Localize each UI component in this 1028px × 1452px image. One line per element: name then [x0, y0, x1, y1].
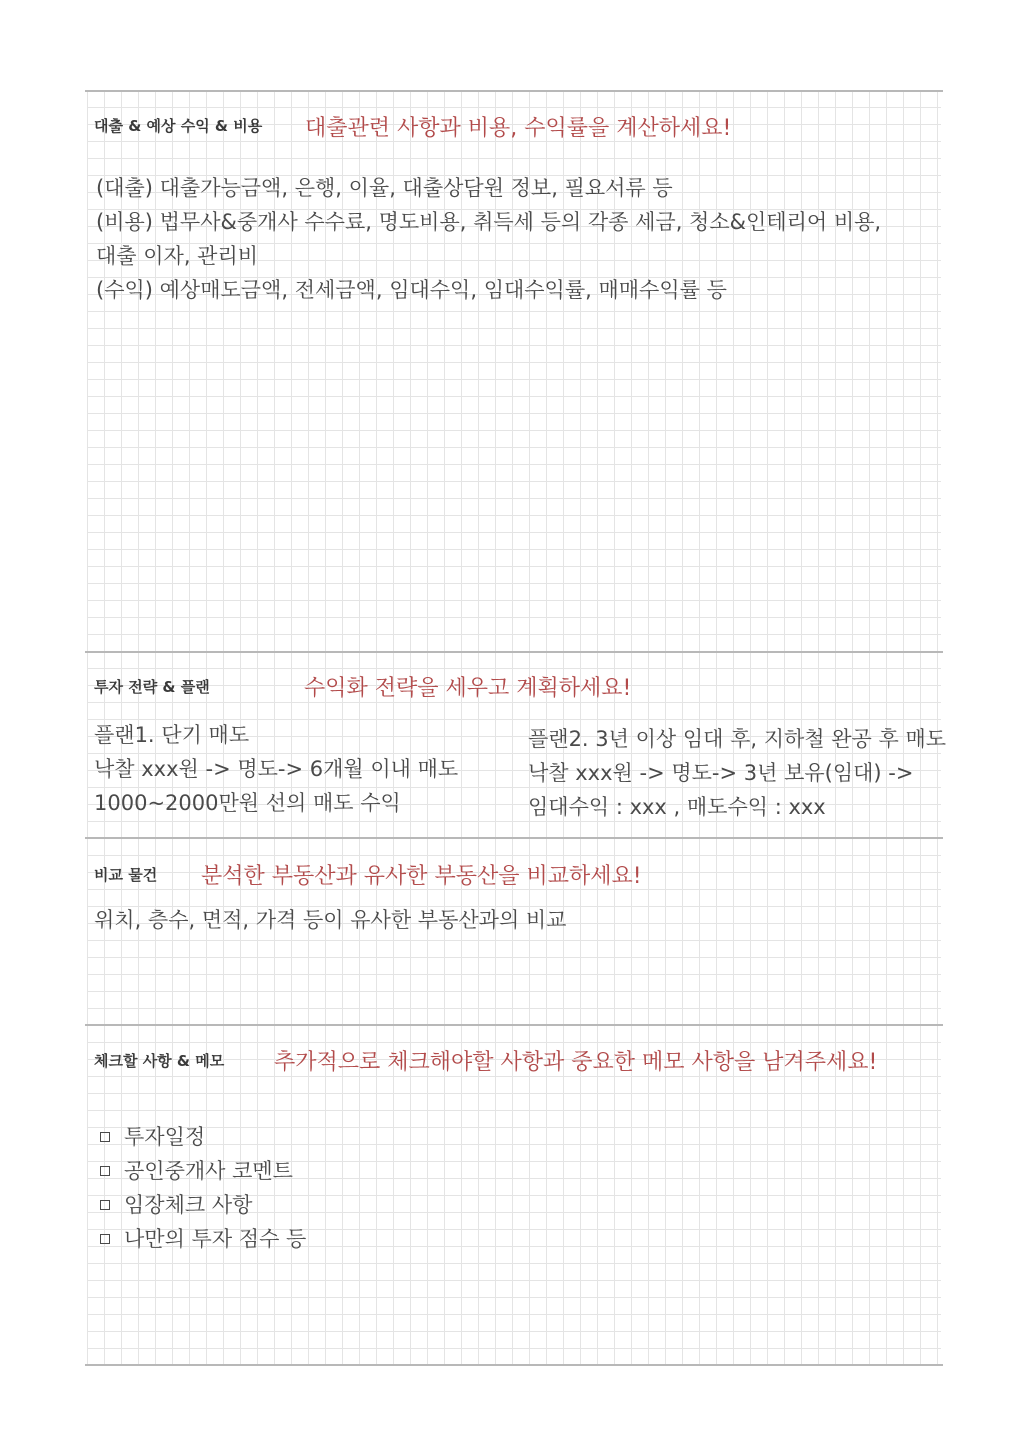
- plan2-profit: 임대수익 : xxx , 매도수익 : xxx: [528, 795, 826, 819]
- cost-line-continued: 대출 이자, 관리비: [96, 244, 259, 268]
- loan-section-body: [96, 171, 881, 307]
- checklist-item: [96, 1154, 306, 1188]
- plan2-step: 낙찰 xxx원 -> 명도-> 3년 보유(임대) ->: [528, 761, 914, 785]
- checkbox-icon: [100, 1200, 110, 1210]
- section-divider-top: [85, 90, 943, 92]
- compare-section-body: 위치, 층수, 면적, 가격 등이 유사한 부동산과의 비교: [94, 908, 567, 932]
- section-divider-compare: [85, 837, 943, 839]
- strategy-section-label: 투자 전략 & 플랜: [94, 678, 210, 696]
- checklist-item-label: 임장체크 사항: [124, 1193, 253, 1217]
- cost-line: (비용) 법무사&중개사 수수료, 명도비용, 취득세 등의 각종 세금, 청소&인테리어 비용,: [96, 210, 882, 234]
- plan1-block: [94, 718, 458, 820]
- income-line: (수익) 예상매도금액, 전세금액, 임대수익, 임대수익률, 매매수익률 등: [96, 278, 727, 302]
- plan2-title: 플랜2. 3년 이상 임대 후, 지하철 완공 후 매도: [528, 727, 947, 751]
- checkbox-icon: [100, 1166, 110, 1176]
- loan-section-label: 대출 & 예상 수익 & 비용: [94, 117, 263, 135]
- memo-section-label: 체크할 사항 & 메모: [94, 1052, 225, 1070]
- checklist-item-label: 나만의 투자 점수 등: [124, 1227, 307, 1251]
- memo-section-hint: 추가적으로 체크해야할 사항과 중요한 메모 사항을 남겨주세요!: [274, 1050, 878, 1075]
- compare-section-label: 비교 물건: [94, 866, 158, 884]
- strategy-section-hint: 수익화 전략을 세우고 계획하세요!: [304, 676, 632, 701]
- compare-section-hint: 분석한 부동산과 유사한 부동산을 비교하세요!: [201, 864, 642, 889]
- checklist: [96, 1120, 306, 1256]
- checklist-item: [96, 1120, 306, 1154]
- checklist-item-label: 공인중개사 코멘트: [124, 1159, 293, 1183]
- checkbox-icon: [100, 1132, 110, 1142]
- plan2-block: [528, 722, 946, 824]
- plan1-title: 플랜1. 단기 매도: [94, 723, 250, 747]
- loan-section-hint: 대출관련 사항과 비용, 수익률을 계산하세요!: [305, 116, 732, 141]
- section-divider-strategy: [85, 651, 943, 653]
- checklist-item: [96, 1188, 306, 1222]
- checkbox-icon: [100, 1234, 110, 1244]
- loan-line: (대출) 대출가능금액, 은행, 이율, 대출상담원 정보, 필요서류 등: [96, 176, 673, 200]
- section-divider-bottom: [85, 1364, 943, 1366]
- checklist-item: [96, 1222, 306, 1256]
- plan1-profit: 1000~2000만원 선의 매도 수익: [94, 791, 401, 815]
- section-divider-memo: [85, 1024, 943, 1026]
- plan1-step: 낙찰 xxx원 -> 명도-> 6개월 이내 매도: [94, 757, 459, 781]
- checklist-item-label: 투자일정: [124, 1125, 206, 1149]
